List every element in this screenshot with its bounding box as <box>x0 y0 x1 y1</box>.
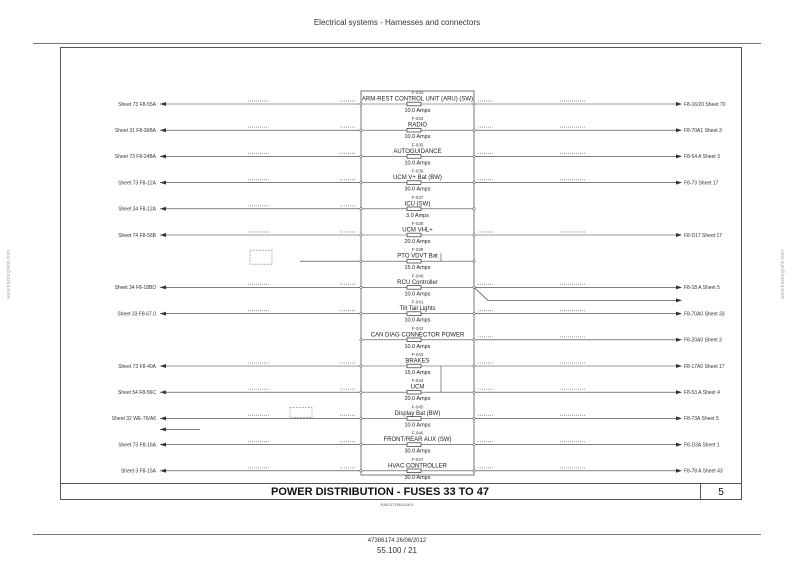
right-ref-2: F8-70A1 Sheet 3 <box>684 128 722 134</box>
pin-right-1 <box>473 103 475 105</box>
pin-right-12 <box>473 391 475 393</box>
pin-left-3 <box>360 155 362 157</box>
pin-right-14 <box>473 443 475 445</box>
pin-right-9 <box>473 312 475 314</box>
pin-right-11 <box>473 365 475 367</box>
fuse-symbol-1 <box>407 102 421 106</box>
left-arrow-2 <box>160 128 166 132</box>
fuse-id-5: F-037 <box>411 194 424 200</box>
right-ref-10: F8-20A0 Sheet 3 <box>684 337 722 344</box>
fuse-name-2: RADIO <box>407 122 428 129</box>
right-arrow-13 <box>676 416 682 420</box>
pin-right-5 <box>473 208 475 210</box>
left-arrow-15 <box>160 469 166 473</box>
pin-right-3 <box>473 155 475 157</box>
right-arrow-8 <box>676 285 682 289</box>
right-arrow-11 <box>676 364 682 368</box>
pin-left-9 <box>360 312 362 314</box>
right-arrow-14 <box>676 443 682 447</box>
right-ref-13: F8-73A Sheet 5 <box>684 416 719 423</box>
right-ref-4: F8-73 Sheet 17 <box>684 180 719 187</box>
right-arrow-6 <box>676 233 682 237</box>
left-ref-5: Sheet 34 F8-12A <box>118 206 156 213</box>
fuse-symbol-3 <box>407 155 421 159</box>
left-arrow-8 <box>160 285 166 289</box>
right-ref-9: F8-70A0 Sheet 33 <box>684 311 725 318</box>
fuse-symbol-11 <box>407 364 421 368</box>
fuse-id-9: F-041 <box>411 299 424 305</box>
fuse-rating-4: 30.0 Amps <box>404 186 431 193</box>
right-ref-8: F8-18 A Sheet 5 <box>684 285 720 292</box>
pin-left-12 <box>360 391 362 393</box>
fuse-name-6: UCM VHL+ <box>402 227 433 234</box>
fuse-rating-8: 10.0 Amps <box>404 291 431 298</box>
pin-right-2 <box>473 129 475 131</box>
left-arrow-12 <box>160 390 166 394</box>
fuse-name-9: Tilt Tail Lights <box>399 306 436 313</box>
diagram-title: POWER DISTRIBUTION - FUSES 33 TO 47 <box>271 486 489 498</box>
fuse-name-3: AUTOGUIDANCE <box>393 148 442 155</box>
right-ref-6: F8-D17 Sheet 17 <box>684 232 723 239</box>
right-ref-3: F8-54 A Sheet 3 <box>684 154 720 161</box>
left-ref-6: Sheet 74 F8-56B <box>118 232 156 239</box>
pin-right-4 <box>473 181 475 183</box>
fuse-rating-11: 15.0 Amps <box>404 370 431 376</box>
fuse-rating-3: 10.0 Amps <box>404 160 431 167</box>
fuse-symbol-9 <box>407 312 421 316</box>
fuse-id-7: F-039 <box>411 247 424 253</box>
fuse-name-11: BRAKES <box>405 358 430 365</box>
fuse-symbol-6 <box>407 233 421 237</box>
fuse-id-2: F-034 <box>411 116 424 122</box>
pin-left-10 <box>360 339 362 341</box>
left-ref-15: Sheet 3 F8-15A <box>120 468 156 475</box>
extra-left-arrow <box>160 427 166 431</box>
fuse-name-13: Display Bat (BW) <box>394 410 441 417</box>
left-ref-2: Sheet 31 F8-36BA <box>114 128 156 134</box>
pin-right-8 <box>473 286 475 288</box>
pin-left-8 <box>360 286 362 288</box>
fuse-name-7: PTO VDVT Bat <box>397 253 438 260</box>
fuse-id-13: F-045 <box>411 404 424 410</box>
fuse-id-4: F-036 <box>411 168 424 174</box>
connector-block-1 <box>250 250 272 264</box>
right-arrow-12 <box>676 390 682 394</box>
fuse-name-8: RCU Controller <box>397 279 438 286</box>
page-header-title: Electrical systems - Harnesses and connectors <box>313 18 481 27</box>
fuse-id-3: F-035 <box>411 142 424 148</box>
fuse-symbol-12 <box>407 390 421 394</box>
fuse-rating-6: 20.0 Amps <box>404 239 431 245</box>
fuse-rating-13: 10.0 Amps <box>404 422 431 429</box>
right-ref-15: F8-78 A Sheet 43 <box>684 468 723 475</box>
pin-right-15 <box>473 470 475 472</box>
pin-left-14 <box>360 443 362 445</box>
fuse-rating-2: 10.0 Amps <box>404 134 431 141</box>
fuse-name-10: CAN DIAG CONNECTOR POWER <box>370 332 465 339</box>
fuse-symbol-2 <box>407 128 421 132</box>
fuse-symbol-13 <box>407 417 421 421</box>
fuse-symbol-7 <box>407 259 421 263</box>
pin-left-4 <box>360 181 362 183</box>
fuse-id-15: F-047 <box>411 456 424 462</box>
branch-arrow-f040 <box>676 298 682 302</box>
fuse-rating-5: 3.0 Amps <box>406 212 429 219</box>
pin-right-7 <box>473 260 475 262</box>
pin-left-13 <box>360 417 362 419</box>
right-arrow-9 <box>676 312 682 316</box>
pin-right-6 <box>473 234 475 236</box>
fuse-rating-9: 10.0 Amps <box>404 317 431 324</box>
fuse-id-1: F-033 <box>411 90 424 95</box>
right-arrow-2 <box>676 128 682 132</box>
fuse-symbol-14 <box>407 443 421 447</box>
left-ref-1: Sheet 73 F8-55A <box>118 101 156 108</box>
fuse-symbol-10 <box>407 338 421 342</box>
fuse-name-1: ARM-REST CONTROL UNIT (ARU) (SW) <box>361 96 474 103</box>
left-arrow-5 <box>160 207 166 211</box>
connector-block-2 <box>290 407 312 417</box>
pin-left-5 <box>360 208 362 210</box>
fuse-name-14: FRONT/REAR AUX (SW) <box>383 437 452 444</box>
fuse-id-11: F-043 <box>411 352 424 357</box>
fuse-rating-7: 15.0 Amps <box>404 265 431 272</box>
side-watermark-left: www.tractorgrafik.com <box>6 250 12 300</box>
left-arrow-3 <box>160 154 166 158</box>
left-arrow-6 <box>160 233 166 237</box>
left-ref-4: Sheet 73 F8-12A <box>118 180 156 187</box>
fuse-id-6: F-038 <box>411 221 424 226</box>
right-ref-11: F8-17A0 Sheet 17 <box>684 363 725 370</box>
left-arrow-4 <box>160 181 166 185</box>
side-watermark-right: www.tractorgrafik.com <box>780 250 786 300</box>
right-arrow-3 <box>676 154 682 158</box>
left-ref-12: Sheet 54 F8-56C <box>117 390 156 396</box>
fuse-rating-12: 20.0 Amps <box>404 396 431 403</box>
right-arrow-15 <box>676 469 682 473</box>
pin-left-1 <box>360 103 362 105</box>
left-ref-11: Sheet 73 F8-40A <box>118 363 156 370</box>
fuse-rating-10: 10.0 Amps <box>404 343 431 350</box>
right-arrow-4 <box>676 181 682 185</box>
fuse-symbol-4 <box>407 181 421 185</box>
left-arrow-9 <box>160 312 166 316</box>
left-arrow-1 <box>160 102 166 106</box>
pin-left-6 <box>360 234 362 236</box>
left-arrow-13 <box>160 416 166 420</box>
left-ref-9: Sheet 33 F8-67.0 <box>117 311 156 318</box>
pin-left-11 <box>360 365 362 367</box>
left-arrow-14 <box>160 443 166 447</box>
left-ref-13: Sheet 32 WE-76/A6 <box>111 416 156 423</box>
fuse-rating-15: 30.0 Amps <box>404 474 431 481</box>
pin-right-10 <box>473 339 475 341</box>
pin-left-2 <box>360 129 362 131</box>
right-ref-12: F8-53 A Sheet 4 <box>684 390 720 396</box>
fuse-id-8: F-040 <box>411 273 424 279</box>
footer-rule <box>33 534 761 535</box>
right-arrow-1 <box>676 102 682 106</box>
footer-page-number: 55.100 / 21 <box>376 546 418 555</box>
sub-reference: RAIO1TRA41SA 5 <box>380 502 414 507</box>
right-arrow-10 <box>676 338 682 342</box>
fuse-id-14: F-046 <box>411 430 424 436</box>
fuse-id-12: F-044 <box>411 378 424 384</box>
branch-wire-f040 <box>474 287 676 300</box>
fuse-symbol-15 <box>407 469 421 473</box>
fuse-symbol-5 <box>407 207 421 211</box>
right-ref-1: F8-16/20 Sheet 70 <box>684 101 726 108</box>
fuse-name-12: UCM <box>410 384 425 391</box>
left-ref-3: Sheet 73 F8-24BA <box>114 154 156 161</box>
left-arrow-11 <box>160 364 166 368</box>
fuse-name-15: HVAC CONTROLLER <box>388 463 447 470</box>
fuse-name-5: ICU (SW) <box>404 201 431 208</box>
fuse-symbol-8 <box>407 286 421 290</box>
left-ref-14: Sheet 73 F8-16A <box>118 442 156 449</box>
pin-left-15 <box>360 470 362 472</box>
diagram-title-bar <box>60 483 742 500</box>
pin-right-13 <box>473 417 475 419</box>
fuse-rating-14: 30.0 Amps <box>404 448 431 455</box>
fuse-id-10: F-042 <box>411 325 424 331</box>
footer-doc-ref: 47386174 26/06/2012 <box>367 538 427 544</box>
sheet-number: 5 <box>718 487 724 498</box>
fuse-rating-1: 10.0 Amps <box>404 108 431 114</box>
fuse-name-4: UCM V+ Bat (BW) <box>393 175 442 182</box>
right-ref-14: F8-D3A Sheet 1 <box>684 442 720 449</box>
pin-left-7 <box>360 260 362 262</box>
left-ref-8: Sheet 34 F8-18BD <box>114 285 156 292</box>
